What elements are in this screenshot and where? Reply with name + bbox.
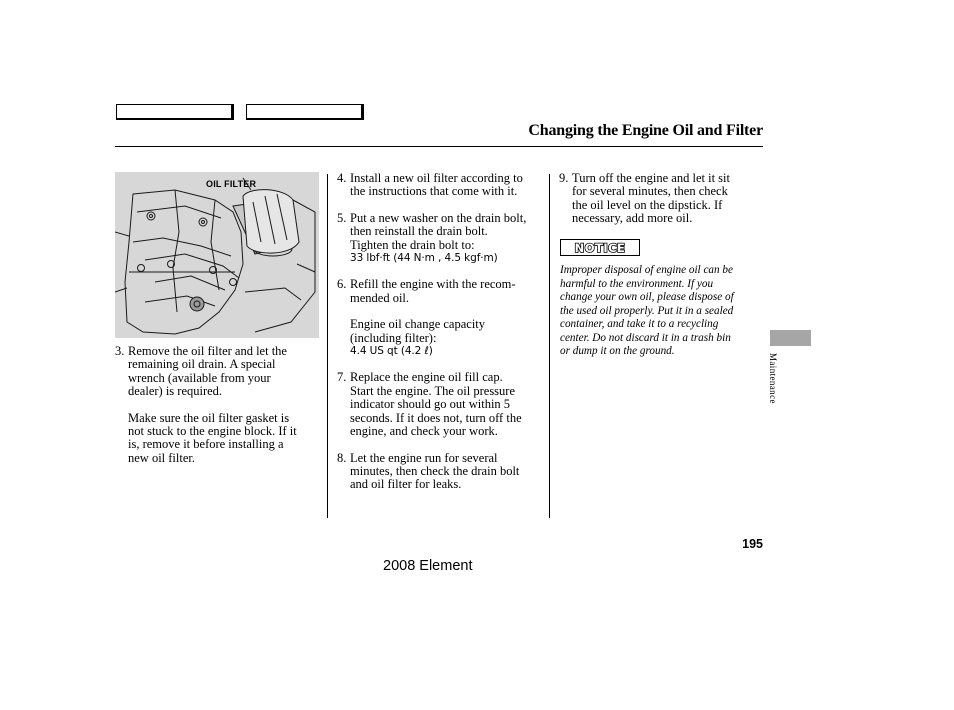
step-8-line-3: and oil filter for leaks.: [350, 477, 462, 492]
footer-model: 2008 Element: [383, 558, 473, 574]
step-number: 7.: [337, 370, 347, 385]
step-7-line-5: engine, and check your work.: [350, 424, 498, 439]
step-7-line-3: indicator should go out within 5: [350, 397, 511, 412]
notice-badge: [560, 239, 640, 256]
step-4: [337, 172, 547, 199]
capacity-line-1: Engine oil change capacity: [350, 317, 486, 332]
header-rule: [115, 146, 763, 147]
step-8-line-2: minutes, then check the drain bolt: [350, 463, 520, 478]
step-3-note-line-2: not stuck to the engine block. If it: [128, 424, 297, 439]
step-7: [337, 371, 547, 438]
engine-drawing: [115, 172, 319, 338]
step-7-line-1: Replace the engine oil fill cap.: [350, 370, 503, 385]
step-3-line-2: remaining oil drain. A special: [128, 357, 276, 372]
notice-line-2: harmful to the environment. If you: [560, 277, 714, 290]
oil-capacity-spec: 4.4 US qt (4.2 ℓ): [350, 345, 433, 358]
notice-text: [560, 264, 764, 359]
step-4-line-2: the instructions that come with it.: [350, 184, 518, 199]
step-3-note: [115, 412, 320, 466]
oil-filter-illustration: [115, 172, 319, 338]
column-1: [115, 345, 320, 465]
step-6: [337, 278, 547, 305]
step-5-line-1: Put a new washer on the drain bolt,: [350, 210, 527, 225]
notice-line-6: center. Do not discard it in a trash bin: [560, 331, 731, 344]
step-number: 9.: [559, 171, 569, 185]
notice-label: NOTICE: [574, 240, 626, 255]
notice-line-3: change your own oil, please dispose of: [560, 291, 734, 303]
column-divider-2: [549, 174, 550, 518]
column-3: [559, 172, 764, 226]
step-7-line-4: seconds. If it does not, turn off the: [350, 410, 522, 425]
step-9-line-2: for several minutes, then check: [572, 184, 728, 199]
step-3-note-line-1: Make sure the oil filter gasket is: [128, 410, 290, 425]
nav-tab-2[interactable]: [246, 104, 364, 120]
step-number: 3.: [115, 344, 125, 358]
step-3-line-1: Remove the oil filter and let the: [128, 344, 287, 358]
section-tab-label: Maintenance: [768, 353, 778, 404]
step-7-line-2: Start the engine. The oil pressure: [350, 383, 516, 398]
step-3: [115, 345, 320, 399]
step-5: [337, 212, 547, 266]
section-tab-marker[interactable]: [770, 330, 811, 346]
column-divider-1: [327, 174, 328, 518]
page-title: Changing the Engine Oil and Filter: [528, 122, 763, 139]
step-5-line-2: then reinstall the drain bolt.: [350, 224, 488, 239]
step-9-line-3: the oil level on the dipstick. If: [572, 197, 723, 212]
page-number: 195: [742, 537, 763, 551]
step-8: [337, 452, 547, 492]
step-3-line-4: dealer) is required.: [128, 384, 223, 399]
step-9-line-1: Turn off the engine and let it sit: [572, 171, 730, 185]
step-9-line-4: necessary, add more oil.: [572, 211, 693, 226]
step-number: 8.: [337, 450, 347, 465]
capacity-line-2: (including filter):: [350, 330, 437, 345]
step-6-line-1: Refill the engine with the recom-: [350, 277, 516, 292]
step-4-line-1: Install a new oil filter according to: [350, 171, 523, 185]
notice-line-7: or dump it on the ground.: [560, 345, 675, 357]
notice-line-4: the used oil properly. Put it in a sealed: [560, 304, 734, 317]
step-8-line-1: Let the engine run for several: [350, 450, 498, 465]
step-9: [559, 172, 764, 226]
step-number: 5.: [337, 210, 347, 225]
notice-line-1: Improper disposal of engine oil can be: [560, 264, 733, 276]
step-3-note-line-4: new oil filter.: [128, 450, 195, 465]
step-number: 6.: [337, 277, 347, 292]
step-6-line-2: mended oil.: [350, 290, 410, 305]
notice-line-5: container, and take it to a recycling: [560, 318, 719, 330]
nav-tab-1[interactable]: [116, 104, 234, 120]
figure-label-oil-filter: OIL FILTER: [206, 179, 257, 189]
step-3-note-line-3: is, remove it before installing a: [128, 437, 284, 452]
drain-bolt-torque-spec: 33 lbf·ft (44 N·m , 4.5 kgf·m): [350, 252, 498, 265]
step-5-line-3: Tighten the drain bolt to:: [350, 237, 475, 252]
step-3-line-3: wrench (available from your: [128, 370, 271, 385]
column-2: [337, 172, 547, 492]
oil-capacity: [337, 318, 547, 358]
step-number: 4.: [337, 171, 347, 185]
